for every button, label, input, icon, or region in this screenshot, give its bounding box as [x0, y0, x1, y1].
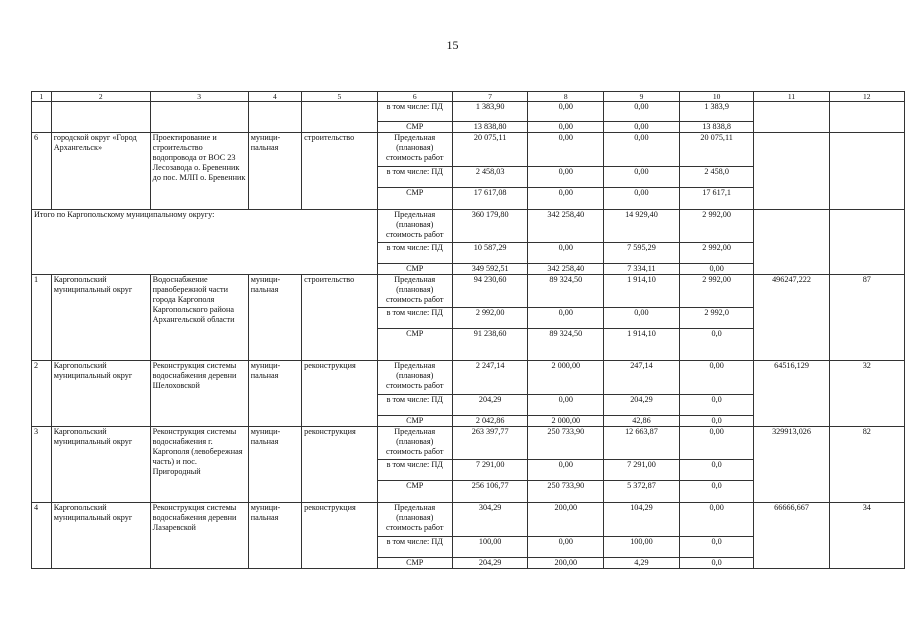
owner-cell: городской округ «Город Архангельск»	[51, 133, 150, 210]
col-num: 4	[248, 92, 301, 102]
cell-value: 349 592,51	[452, 264, 528, 275]
cell-value: 304,29	[452, 503, 528, 537]
table-row	[32, 427, 905, 460]
row-label: Предельная (плановая) стоимость работ	[377, 133, 452, 167]
cell-value: 247,14	[604, 361, 680, 395]
row-number: 4	[32, 503, 52, 569]
row-label: СМР	[377, 329, 452, 361]
col-num: 7	[452, 92, 528, 102]
cell-value: 0,00	[604, 167, 680, 188]
cell-value: 250 733,90	[528, 481, 604, 503]
cell-value: 5 372,87	[604, 481, 680, 503]
cell-value: 17 617,08	[452, 188, 528, 210]
cell-value: 0,00	[679, 503, 754, 537]
cell-value	[829, 133, 904, 210]
cell-value: 89 324,50	[528, 329, 604, 361]
cell-value: 94 230,60	[452, 275, 528, 308]
cell-value: 2 992,00	[679, 210, 754, 243]
cell-value: 0,0	[679, 558, 754, 569]
cell-value: 0,0	[679, 416, 754, 427]
table-row	[32, 503, 905, 537]
cell-value: 91 238,60	[452, 329, 528, 361]
row-number: 2	[32, 361, 52, 427]
col-num: 3	[150, 92, 248, 102]
cell-value: 34	[829, 503, 904, 569]
cell-value: 2 992,0	[679, 308, 754, 329]
cell-value: 0,00	[679, 361, 754, 395]
page-number: 15	[446, 38, 459, 52]
row-label: в том числе: ПД	[377, 167, 452, 188]
cell-value: 0,00	[528, 460, 604, 481]
row-label: СМР	[377, 416, 452, 427]
total-row	[32, 210, 905, 243]
owner-cell: Каргопольский муниципальный округ	[51, 275, 150, 361]
cell-value: 0,0	[679, 329, 754, 361]
type-cell: реконструкция	[302, 503, 377, 569]
cell-value: 100,00	[604, 537, 680, 558]
row-label: Предельная (плановая) стоимость работ	[377, 275, 452, 308]
type-cell: строительство	[302, 275, 377, 361]
cell-value: 20 075,11	[679, 133, 754, 167]
cell-value: 32	[829, 361, 904, 427]
cell-value: 2 458,0	[679, 167, 754, 188]
cell-value: 2 992,00	[452, 308, 528, 329]
cell-value: 0,00	[528, 188, 604, 210]
cell-value: 1 914,10	[604, 329, 680, 361]
ownership-cell: муници-пальная	[248, 133, 301, 210]
cell-value	[754, 133, 829, 210]
row-number: 3	[32, 427, 52, 503]
cell-value: 100,00	[452, 537, 528, 558]
row-label: СМР	[377, 188, 452, 210]
row-number: 6	[32, 133, 52, 210]
cell-value: 104,29	[604, 503, 680, 537]
col-num: 8	[528, 92, 604, 102]
cell-value: 2 992,00	[679, 275, 754, 308]
cell-value: 7 334,11	[604, 264, 680, 275]
cell-value: 13 838,80	[452, 122, 528, 133]
cell-value: 0,00	[528, 122, 604, 133]
cell-value: 0,0	[679, 395, 754, 416]
object-cell: Реконструкция системы водоснабжения г. Каргополя (левобережная часть) и пос. Пригородный	[150, 427, 248, 503]
cell-value: 0,00	[528, 308, 604, 329]
row-number: 1	[32, 275, 52, 361]
cell-value: 10 587,29	[452, 243, 528, 264]
col-num: 11	[754, 92, 829, 102]
cell-value: 0,0	[679, 537, 754, 558]
cell-value: 7 595,29	[604, 243, 680, 264]
row-label: Предельная (плановая) стоимость работ	[377, 503, 452, 537]
cell-value: 0,0	[679, 460, 754, 481]
cell-value: 42,86	[604, 416, 680, 427]
col-num: 5	[302, 92, 377, 102]
table-row	[32, 102, 905, 122]
cell-value: 329913,026	[754, 427, 829, 503]
cell-value: 204,29	[604, 395, 680, 416]
object-cell: Водоснабжение правобережной части города Каргополя Каргопольского района Архангельской области	[150, 275, 248, 361]
row-label: в том числе: ПД	[377, 537, 452, 558]
cell-value: 2 000,00	[528, 416, 604, 427]
cell-value: 2 992,00	[679, 243, 754, 264]
cell-value: 1 383,9	[679, 102, 754, 122]
cell-value: 0,00	[604, 133, 680, 167]
cell-value: 13 838,8	[679, 122, 754, 133]
cell-value: 360 179,80	[452, 210, 528, 243]
cell-value: 204,29	[452, 558, 528, 569]
ownership-cell: муници-пальная	[248, 503, 301, 569]
cell-value: 204,29	[452, 395, 528, 416]
type-cell: строительство	[302, 133, 377, 210]
ownership-cell: муници-пальная	[248, 361, 301, 427]
cell-value: 2 458,03	[452, 167, 528, 188]
object-cell: Реконструкция системы водоснабжения деревни Лазаревской	[150, 503, 248, 569]
cell-value: 0,00	[604, 188, 680, 210]
col-num: 6	[377, 92, 452, 102]
type-cell: реконструкция	[302, 361, 377, 427]
cell-value: 1 914,10	[604, 275, 680, 308]
row-label: СМР	[377, 481, 452, 503]
cell-value: 0,00	[528, 133, 604, 167]
cell-value: 82	[829, 427, 904, 503]
cell-value: 0,0	[679, 481, 754, 503]
cell-value: 12 663,87	[604, 427, 680, 460]
table-row	[32, 133, 905, 167]
cell-value: 0,00	[604, 102, 680, 122]
cell-value: 0,00	[679, 427, 754, 460]
cell-value: 200,00	[528, 558, 604, 569]
cell-value: 4,29	[604, 558, 680, 569]
col-num: 12	[829, 92, 904, 102]
row-label: Предельная (плановая) стоимость работ	[377, 361, 452, 395]
cell-value: 2 000,00	[528, 361, 604, 395]
cell-value: 89 324,50	[528, 275, 604, 308]
cell-value: 0,00	[528, 167, 604, 188]
col-num: 2	[51, 92, 150, 102]
cell-value: 250 733,90	[528, 427, 604, 460]
owner-cell: Каргопольский муниципальный округ	[51, 427, 150, 503]
object-cell: Реконструкция системы водоснабжения деревни Шелоховской	[150, 361, 248, 427]
cell-value: 0,00	[528, 102, 604, 122]
owner-cell: Каргопольский муниципальный округ	[51, 503, 150, 569]
row-label: СМР	[377, 558, 452, 569]
cell-value: 0,00	[679, 264, 754, 275]
col-num: 1	[32, 92, 52, 102]
cell-value: 2 042,86	[452, 416, 528, 427]
table-row	[32, 361, 905, 395]
cell-value: 0,00	[604, 308, 680, 329]
row-label: в том числе: ПД	[377, 308, 452, 329]
cell-value: 7 291,00	[452, 460, 528, 481]
col-num: 10	[679, 92, 754, 102]
cell-value: 7 291,00	[604, 460, 680, 481]
owner-cell: Каргопольский муниципальный округ	[51, 361, 150, 427]
cell-value: 342 258,40	[528, 264, 604, 275]
row-label: в том числе: ПД	[377, 460, 452, 481]
cell-value: 14 929,40	[604, 210, 680, 243]
cell-value: 87	[829, 275, 904, 361]
cell-value: 342 258,40	[528, 210, 604, 243]
col-num: 9	[604, 92, 680, 102]
cell-value: 2 247,14	[452, 361, 528, 395]
cell-value: 0,00	[604, 122, 680, 133]
investment-table	[31, 91, 905, 569]
row-label: в том числе: ПД	[377, 243, 452, 264]
cell-value: 496247,222	[754, 275, 829, 361]
row-label: СМР	[377, 122, 452, 133]
cell-value: 0,00	[528, 395, 604, 416]
ownership-cell: муници-пальная	[248, 427, 301, 503]
cell-value: 1 383,90	[452, 102, 528, 122]
cell-value: 0,00	[528, 243, 604, 264]
cell-value: 20 075,11	[452, 133, 528, 167]
row-label: Предельная (плановая) стоимость работ	[377, 427, 452, 460]
row-label: Предельная (плановая) стоимость работ	[377, 210, 452, 243]
cell-value: 17 617,1	[679, 188, 754, 210]
object-cell: Проектирование и строительство водопровода от ВОС 23 Лесозавода о. Бревенник до пос. МЛП о. Бревенник	[150, 133, 248, 210]
cell-value: 200,00	[528, 503, 604, 537]
row-label: в том числе: ПД	[377, 102, 452, 122]
total-label: Итого по Каргопольскому муниципальному округу:	[32, 210, 378, 275]
row-label: в том числе: ПД	[377, 395, 452, 416]
row-label: СМР	[377, 264, 452, 275]
cell-value: 263 397,77	[452, 427, 528, 460]
ownership-cell: муници-пальная	[248, 275, 301, 361]
table-row	[32, 275, 905, 308]
type-cell: реконструкция	[302, 427, 377, 503]
cell-value: 256 106,77	[452, 481, 528, 503]
cell-value: 0,00	[528, 537, 604, 558]
cell-value: 66666,667	[754, 503, 829, 569]
column-number-row	[32, 92, 905, 102]
cell-value: 64516,129	[754, 361, 829, 427]
